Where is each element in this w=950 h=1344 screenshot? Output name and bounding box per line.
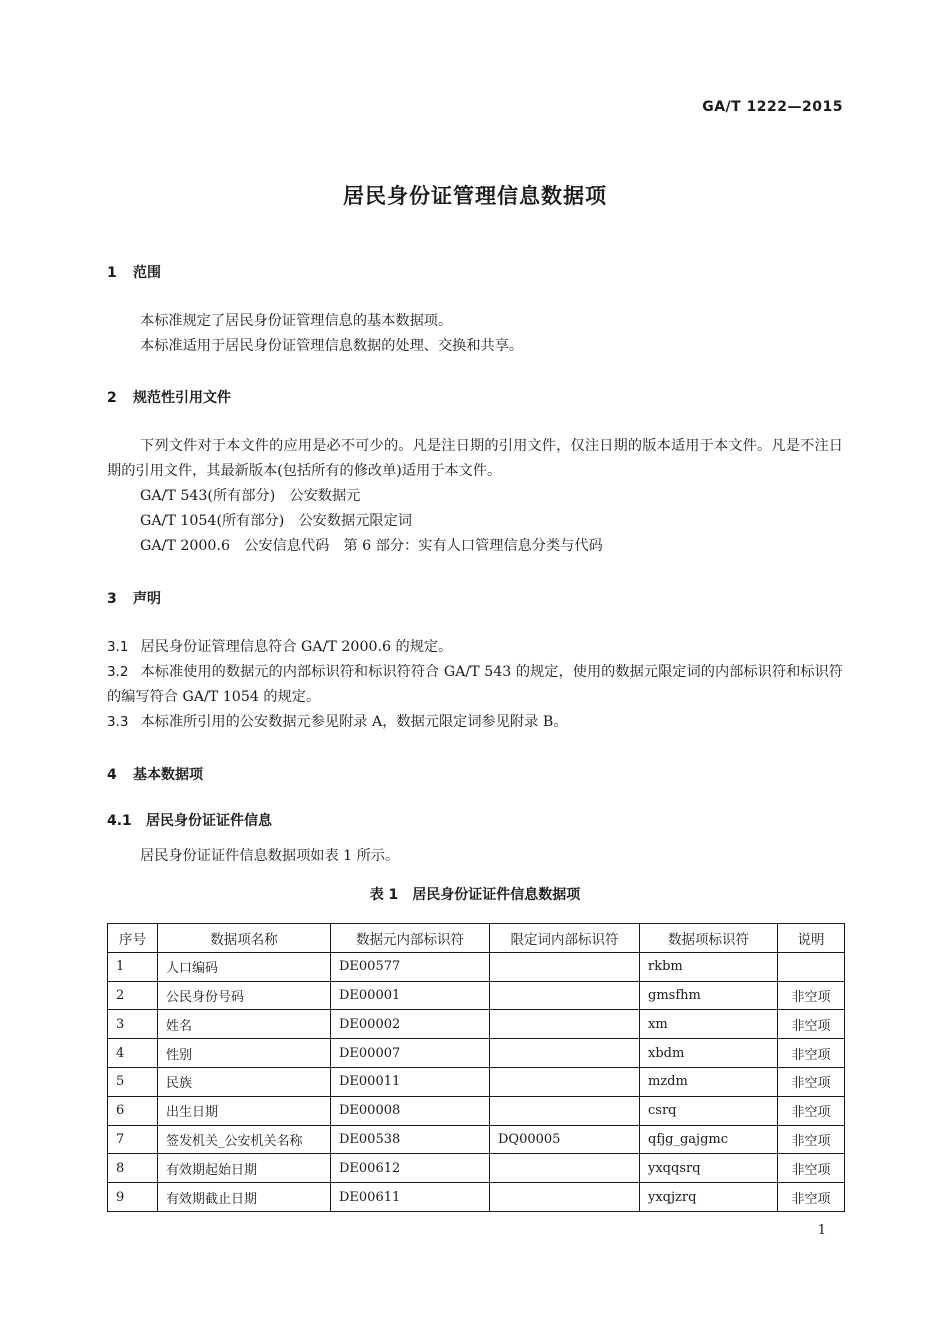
clause-number: 3.2 [107, 664, 129, 680]
cell-seq: 7 [108, 1125, 158, 1154]
page-number: 1 [817, 1223, 826, 1238]
table-row [108, 1039, 845, 1068]
cell-item-name: 性别 [158, 1039, 331, 1068]
header-element-id: 数据元内部标识符 [331, 924, 490, 953]
table-row [108, 1096, 845, 1125]
section-4-1-paragraph: 居民身份证证件信息数据项如表 1 所示。 [140, 848, 400, 864]
cell-item-name: 公民身份号码 [158, 981, 331, 1010]
cell-seq: 5 [108, 1067, 158, 1096]
table-row [108, 952, 845, 981]
section-4-1-heading [107, 810, 272, 830]
cell-item-name: 姓名 [158, 1010, 331, 1039]
table-header-row [108, 924, 845, 953]
normative-reference-3: GA/T 2000.6 公安信息代码 第 6 部分：实有人口管理信息分类与代码 [140, 538, 603, 554]
cell-qualifier-id: DQ00005 [490, 1125, 640, 1154]
section-number: 4 [107, 767, 117, 783]
cell-note: 非空项 [778, 1010, 845, 1039]
cell-seq: 1 [108, 952, 158, 981]
cell-seq: 4 [108, 1039, 158, 1068]
cell-qualifier-id [490, 1096, 640, 1125]
cell-element-id: DE00002 [331, 1010, 490, 1039]
cell-note [778, 952, 845, 981]
table-row [108, 1183, 845, 1212]
cell-qualifier-id [490, 1039, 640, 1068]
cell-item-identifier: yxqjzrq [640, 1183, 778, 1212]
cell-note: 非空项 [778, 1125, 845, 1154]
cell-qualifier-id [490, 1067, 640, 1096]
table-title: 居民身份证证件信息数据项 [412, 887, 581, 903]
section-number: 2 [107, 390, 117, 406]
cell-note: 非空项 [778, 1039, 845, 1068]
section-title: 范围 [133, 265, 161, 281]
header-qualifier-id: 限定词内部标识符 [490, 924, 640, 953]
cell-item-identifier: rkbm [640, 952, 778, 981]
table-row [108, 1010, 845, 1039]
cell-qualifier-id [490, 952, 640, 981]
cell-element-id: DE00008 [331, 1096, 490, 1125]
section-1-paragraph-1: 本标准规定了居民身份证管理信息的基本数据项。 [140, 313, 453, 329]
cell-element-id: DE00007 [331, 1039, 490, 1068]
clause-text: 本标准使用的数据元的内部标识符和标识符符合 GA/T 543 的规定，使用的数据元限定词的内部标识符和标识符的编写符合 GA/T 1054 的规定。 [107, 664, 843, 705]
section-number: 4.1 [107, 813, 132, 829]
cell-item-identifier: yxqqsrq [640, 1154, 778, 1183]
section-number: 3 [107, 591, 117, 607]
data-items-table [107, 923, 845, 1212]
table-row [108, 1125, 845, 1154]
clause-text: 本标准所引用的公安数据元参见附录 A，数据元限定词参见附录 B。 [140, 714, 568, 730]
section-title: 基本数据项 [133, 767, 203, 783]
section-3-heading [107, 588, 161, 608]
cell-item-identifier: xbdm [640, 1039, 778, 1068]
cell-element-id: DE00611 [331, 1183, 490, 1212]
cell-item-identifier: mzdm [640, 1067, 778, 1096]
section-2-paragraph-1: 下列文件对于本文件的应用是必不可少的。凡是注日期的引用文件，仅注日期的版本适用于本文件。凡是不注日期的引用文件，其最新版本(包括所有的修改单)适用于本文件。 [107, 438, 843, 479]
clause-number: 3.3 [107, 714, 129, 730]
cell-item-identifier: qfjg_gajgmc [640, 1125, 778, 1154]
standard-code: GA/T 1222—2015 [702, 99, 843, 115]
cell-note: 非空项 [778, 1154, 845, 1183]
table-row [108, 1154, 845, 1183]
cell-item-name: 有效期起始日期 [158, 1154, 331, 1183]
cell-element-id: DE00577 [331, 952, 490, 981]
cell-element-id: DE00011 [331, 1067, 490, 1096]
cell-item-name: 签发机关_公安机关名称 [158, 1125, 331, 1154]
table-row [108, 981, 845, 1010]
cell-note: 非空项 [778, 1183, 845, 1212]
normative-reference-2: GA/T 1054(所有部分) 公安数据元限定词 [140, 513, 412, 529]
section-1-heading [107, 262, 161, 282]
section-title: 规范性引用文件 [133, 390, 231, 406]
table-row [108, 1067, 845, 1096]
clause-number: 3.1 [107, 639, 129, 655]
clause-3-1 [107, 635, 843, 660]
cell-qualifier-id [490, 981, 640, 1010]
cell-item-identifier: gmsfhm [640, 981, 778, 1010]
cell-element-id: DE00001 [331, 981, 490, 1010]
header-item-name: 数据项名称 [158, 924, 331, 953]
cell-item-name: 有效期截止日期 [158, 1183, 331, 1212]
clause-3-3 [107, 710, 843, 735]
clause-3-2 [107, 660, 843, 710]
cell-seq: 9 [108, 1183, 158, 1212]
section-2-heading [107, 387, 231, 407]
section-title: 声明 [133, 591, 161, 607]
cell-seq: 3 [108, 1010, 158, 1039]
cell-seq: 2 [108, 981, 158, 1010]
normative-reference-1: GA/T 543(所有部分) 公安数据元 [140, 488, 361, 504]
cell-seq: 8 [108, 1154, 158, 1183]
cell-element-id: DE00612 [331, 1154, 490, 1183]
cell-qualifier-id [490, 1010, 640, 1039]
table-number: 表 1 [369, 887, 399, 903]
cell-item-identifier: csrq [640, 1096, 778, 1125]
cell-qualifier-id [490, 1154, 640, 1183]
cell-note: 非空项 [778, 1067, 845, 1096]
cell-seq: 6 [108, 1096, 158, 1125]
document-title: 居民身份证管理信息数据项 [343, 184, 607, 208]
cell-item-name: 人口编码 [158, 952, 331, 981]
section-number: 1 [107, 265, 117, 281]
section-1-paragraph-2: 本标准适用于居民身份证管理信息数据的处理、交换和共享。 [140, 338, 524, 354]
cell-note: 非空项 [778, 1096, 845, 1125]
header-seq: 序号 [108, 924, 158, 953]
section-title: 居民身份证证件信息 [146, 813, 272, 829]
header-item-identifier: 数据项标识符 [640, 924, 778, 953]
cell-qualifier-id [490, 1183, 640, 1212]
cell-element-id: DE00538 [331, 1125, 490, 1154]
cell-note: 非空项 [778, 981, 845, 1010]
cell-item-name: 出生日期 [158, 1096, 331, 1125]
table-caption [0, 884, 950, 904]
section-4-heading [107, 764, 203, 784]
cell-item-name: 民族 [158, 1067, 331, 1096]
cell-item-identifier: xm [640, 1010, 778, 1039]
header-note: 说明 [778, 924, 845, 953]
clause-text: 居民身份证管理信息符合 GA/T 2000.6 的规定。 [140, 639, 453, 655]
